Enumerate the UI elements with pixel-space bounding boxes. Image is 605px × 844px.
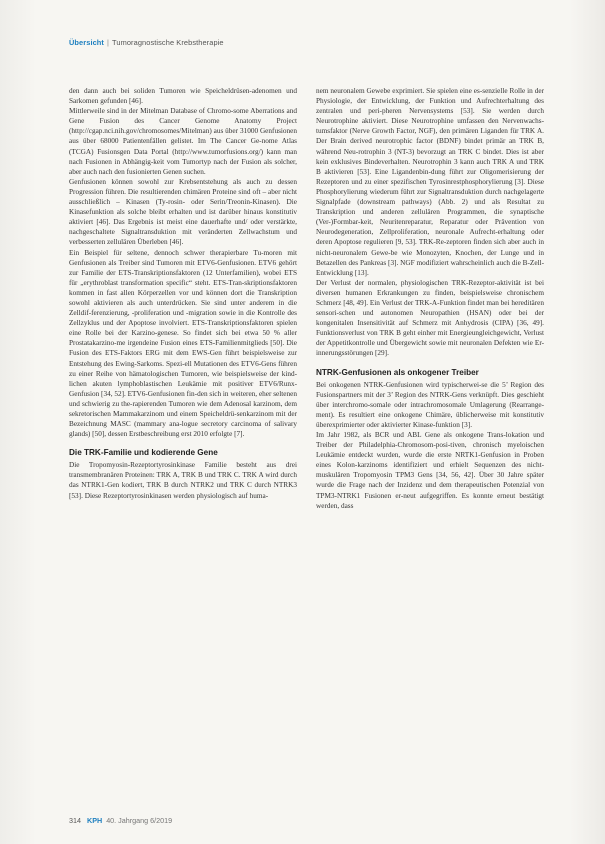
body-paragraph: Mittlerweile sind in der Mitelman Database of Chromo-some Aberrations and Gene Fusion des Cancer Genome Anatomy Project (http://cgap.nci.nih.gov/chromosomes/Mitelman) aus über 31000 Genfusionen aus über 68000 Patientenfällen gelistet. Im The Cancer Ge-nome Atlas (TCGA) Fusionsgen Data Portal (http://www.tumorfusions.org/) kann man nach Fusionen in Abhängig-keit vom Tumortyp nach der Fusion als solcher, aber auch nach den fusionierten Genen suchen. xyxy=(69,107,297,176)
issue-label: 40. Jahrgang 6/2019 xyxy=(106,816,173,825)
body-paragraph: Genfusionen können sowohl zur Krebsentstehung als auch zu dessen Progression führen. Die resultierenden chimären Proteine sind oft – aber nicht ausschließlich – Kinasen (Ty-rosin- oder Serin/Treonin-Kinasen). Die Kinasefunktion als solche bleibt erhalten und ist darüber hinaus konstitutiv aktiviert [46]. Das Ergebnis ist meist eine dauerhafte und/ oder verstärkte, nachgeschaltete Signaltransduktion mit veränderten Zellwachstum und verbesserten zellulären Überleben [46]. xyxy=(69,177,297,247)
body-paragraph: Bei onkogenen NTRK-Genfusionen wird typischerwei-se die 5’ Region des Fusionspartners mit der 3’ Region des NTRK-Gens verknüpft. Dies geschieht über interchromo-somale oder intrachromosomale Umlagerung (Rearrange-ment). Es resultiert eine onkogene Chimäre, üblicherweise mit konstitutiv überexprimierter oder aktivierter Kinase-funktion [3]. xyxy=(316,380,544,429)
section-heading: Die TRK-Familie und kodierende Gene xyxy=(69,448,218,458)
body-paragraph: nem neuronalem Gewebe exprimiert. Sie spielen eine es-senzielle Rolle in der Physiologie, der Entwicklung, der Funktion und Aufrechterhaltung des zentralen und peri-pheren Nervensystems [53]. Sie werden durch Neurotrophine aktiviert. Diese Neurotrophine umfassen den Nervenwachs-tumsfaktor (Nerve Growth Factor, NGF), den primären Liganden für TRK A. Der Brain derived neurotrophic factor (BDNF) bindet primär an TRK B, während Neu-rotrophin 3 (NT-3) bevorzugt an TRK C bindet. Dies ist aber kein exklusives Bindeverhalten. Neurotrophin 3 kann auch TRK A und TRK B aktivieren [53]. Eine Ligandenbin-dung führt zur Oligomerisierung der Rezeptoren und zu einer spezifischen Tyrosinrestphosphorylierung [3]. Diese Phosphorylierung wiederum führt zur Signaltransduktion durch nachgelagerte Signalpfade (downstream pathways) (Abb. 2) und als Resultat zu Transkription und anderen zellulären Programmen, die synaptische (Ver-)Formbar-keit, Neuritenreparatur, Reparatur oder Prävention von Neurodegeneration, Zellproliferation, neuronale Aufrecht-erhaltung oder deren Apoptose regulieren [9, 53]. TRK-Re-zeptoren finden sich aber auch in nicht-neuronalem Gewe-be wie Monozyten, Knochen, der Lunge und in Betazellen des Pankreas [3]. NGF modifiziert wahrscheinlich auch die B-Zell-Entwicklung [13]. xyxy=(316,87,544,277)
running-head xyxy=(69,38,224,47)
section-label: Übersicht xyxy=(69,38,104,47)
header-separator: | xyxy=(107,38,110,47)
journal-name: KPH xyxy=(87,816,103,825)
page-number: 314 xyxy=(69,816,81,825)
body-paragraph: Im Jahr 1982, als BCR und ABL Gene als onkogene Trans-lokation und Treiber der Philadelphia-Chromosom-posi-tiven, chronisch myeloischen Leukämie entdeckt wurden, wurde die erste NRTK1-Genfusion in Proben eines Kolon-karzinoms identifiziert und erhielt Sequenzen des nicht-muskulären Tropomyosin TPM3 Gens [34, 56, 42]. Über 30 Jahre später wurde die Frage nach der Inzidenz und dem therapeutischen Potenzial von TPM3-NTRK1 Fusionen er-neut aufgegriffen. Es konnte erneut bestätigt werden, dass xyxy=(316,431,544,510)
topic-label: Tumoragnostische Krebstherapie xyxy=(112,38,224,47)
body-paragraph: den dann auch bei soliden Tumoren wie Speicheldrüsen-adenomen und Sarkomen gefunden [46]. xyxy=(69,87,297,106)
body-paragraph: Die Tropomyosin-Rezeptortyrosinkinase Familie besteht aus drei transmembranären Proteinen: TRK A, TRK B und TRK C. TRK A wird durch das NTRK1-Gen kodiert, TRK B durch NTRK2 und TRK C durch NTRK3 [53]. Diese Rezeptortyrosinkinasen werden physiologisch auf huma- xyxy=(69,461,297,500)
page-footer xyxy=(69,816,172,825)
left-column xyxy=(69,86,297,501)
body-paragraph: Der Verlust der normalen, physiologischen TRK-Rezeptor-aktivität ist bei diversen humanen Erkrankungen zu finden, beispielsweise chronischem Schmerz [48, 49]. Ein Verlust der TRK-A-Funktion findet man bei hereditären sensori-schen und autonomen Neuropathien (HSAN) oder bei der kongenitalen Insensitivität auf Schmerz mit Anhydrosis (CIPA) [36, 49]. Funktionsverlust von TRK B geht einher mit Energieungleichgewicht, Verlust der Appetitkontrolle und Übergewicht sowie mit neuronalen Defekten wie Er-innerungsstörungen [29]. xyxy=(316,278,544,358)
right-column xyxy=(316,86,544,511)
body-paragraph: Ein Beispiel für seltene, dennoch schwer therapierbare Tu-moren mit Genfusionen als Treiber sind Tumoren mit ETV6-Genfusionen. ETV6 gehört zur Familie der ETS-Transkriptionsfaktoren (12 Unterfamilien), wobei ETS für „erythroblast transformation specific“ steht. ETS-Tran-skriptionsfaktoren kommen in fast allen Körperzellen vor und können dort die Transkription sowohl aktivieren als auch unterdrücken. Sie sind unter anderem in die Zelldif-ferenzierung, -proliferation und -migration sowie in die Kontrolle des Zellzyklus und der Apoptose involviert. ETS-Transkriptionsfaktoren spielen eine Rolle bei der Karzino-genese. So findet sich bei etwa 50 % aller Prostatakarzino-me irgendeine Fusion eines ETS-Familienmitglieds [50]. Die Fusion des ETS-Faktors ERG mit dem EWS-Gen führt beispielsweise zur Entstehung des Ewing-Sarkoms. Spezi-ell Mutationen des ETV6-Gens führen zu einer Reihe von hämatologischen Tumoren, wie beispielsweise der kind-lichen akuten lymphoblastischen Leukämie mit positiver ETV6/Runx-Genfusion [34, 52]. ETV6-Genfusionen fin-den sich in weiteren, eher seltenen und schwierig zu the-rapierenden Tumoren wie dem Adenosal karzinom, dem sekretorischen Mammakarzinom und einem Speicheldrü-senkarzinom mit der Bezeichnung MASC (mammary ana-logue secretory carcinoma of salivary glands) [50], dessen Erstbeschreibung erst 2010 erfolgte [7]. xyxy=(69,248,297,439)
section-heading: NTRK-Genfusionen als onkogener Treiber xyxy=(316,367,479,377)
